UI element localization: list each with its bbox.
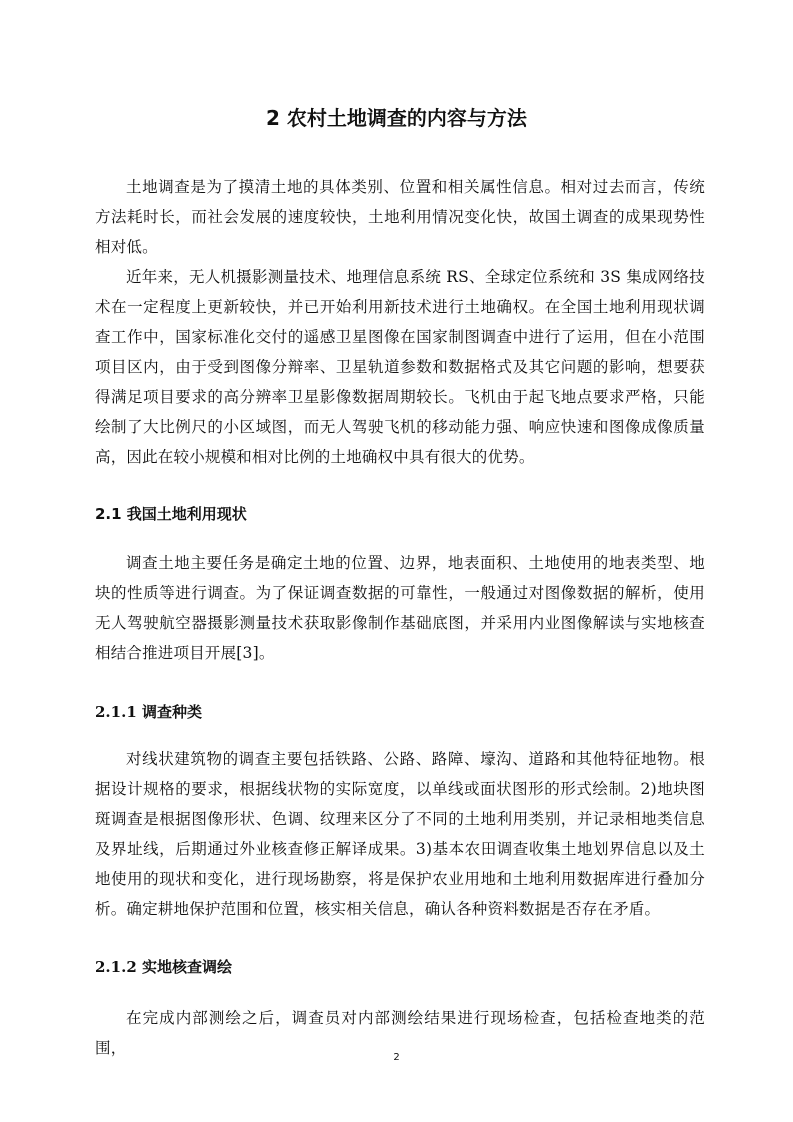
- paragraph-intro-2: 近年来，无人机摄影测量技术、地理信息系统 RS、全球定位系统和 3S 集成网络技术在一定程度上更新较快，并已开始利用新技术进行土地确权。在全国土地利用现状调查工作中，国家标准化交付的遥感卫星图像在国家制图调查中进行了运用，但在小范围项目区内，由于受到图像分辩率、卫星轨道参数和数据格式及其它问题的影响，想要获得满足项目要求的高分辨率卫星影像数据周期较长。飞机由于起飞地点要求严格，只能绘制了大比例尺的小区域图，而无人驾驶飞机的移动能力强、响应快速和图像成像质量高，因此在较小规模和相对比例的土地确权中具有很大的优势。: [95, 268, 705, 466]
- paragraph-intro-1: 土地调查是为了摸清土地的具体类别、位置和相关属性信息。相对过去而言，传统方法耗时长，而社会发展的速度较快，土地利用情况变化快，故国土调查的成果现势性相对低。: [95, 178, 705, 256]
- paragraph-section-2-1: 调查土地主要任务是确定土地的位置、边界，地表面积、土地使用的地表类型、地块的性质等进行调查。为了保证调查数据的可靠性，一般通过对图像数据的解析，使用无人驾驶航空器摄影测量技术获取影像制作基础底图，并采用内业图像解读与实地核查相结合推进项目开展[3]。: [95, 554, 705, 662]
- section-heading-2-1: 2.1 我国土地利用现状: [95, 505, 247, 523]
- subsection-heading-2-1-1: 2.1.1 调查种类: [95, 703, 202, 721]
- paragraph-section-2-1-2: 在完成内部测绘之后，调查员对内部测绘结果进行现场检查，包括检查地类的范围，: [95, 1009, 705, 1057]
- subsection-heading-2-1-2: 2.1.2 实地核查调绘: [95, 958, 232, 976]
- paragraph-section-2-1-1: 对线状建筑物的调查主要包括铁路、公路、路障、壕沟、道路和其他特征地物。根据设计规格的要求，根据线状物的实际宽度，以单线或面状图形的形式绘制。2)地块图斑调查是根据图像形状、色调、纹理来区分了不同的土地利用类别，并记录相地类信息及界址线，后期通过外业核查修正解译成果。3)基本农田调查收集土地划界信息以及土地使用的现状和变化，进行现场勘察，将是保护农业用地和土地利用数据库进行叠加分析。确定耕地保护范围和位置，核实相关信息，确认各种资料数据是否存在矛盾。: [95, 750, 705, 918]
- chapter-title: 2 农村土地调查的内容与方法: [266, 106, 527, 130]
- page-number: 2: [393, 1052, 400, 1063]
